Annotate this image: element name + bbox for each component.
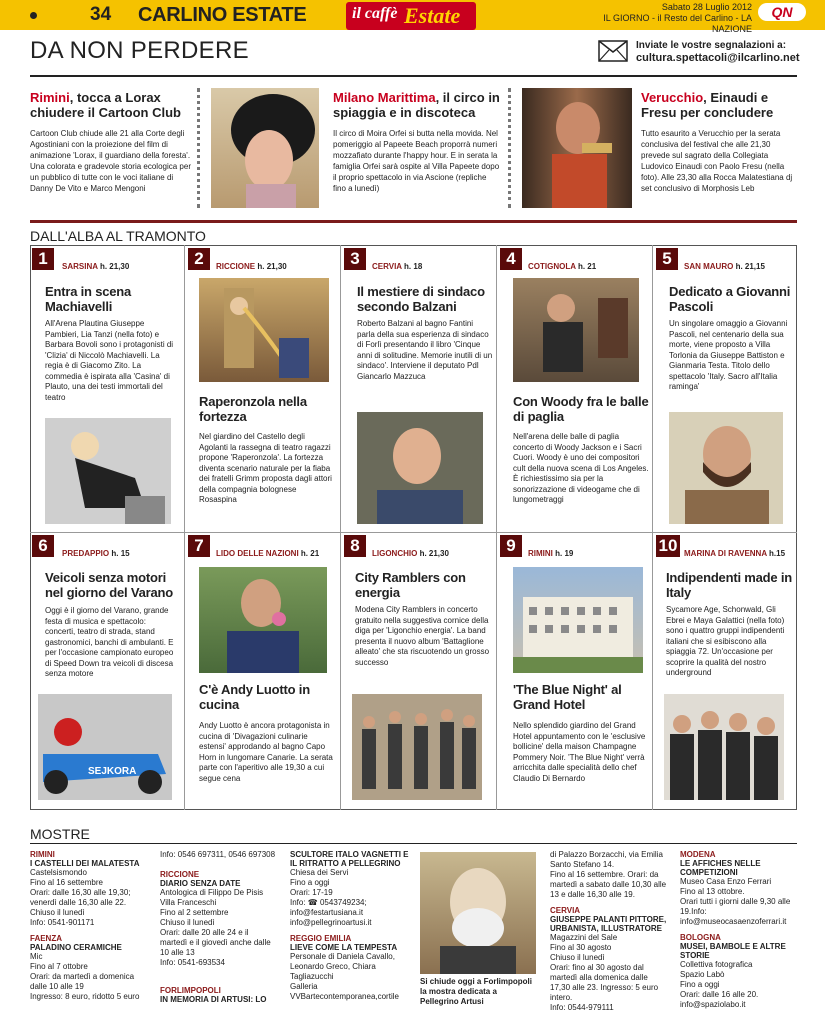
divider	[30, 75, 797, 77]
story-verucchio	[641, 90, 801, 194]
signal-email[interactable]: cultura.spettacoli@ilcarlino.net	[636, 52, 800, 64]
photo-caption: Si chiude oggi a Forlimpopoli la mostra dedicata a Pellegrino Artusi	[420, 977, 532, 1006]
sejkora-label: SEJKORA	[88, 766, 137, 777]
mostra-name: PALADINO CERAMICHE	[30, 943, 122, 952]
event-location: PREDAPPIO h. 15	[62, 549, 130, 558]
event-body: Nel giardino del Castello degli Agolanti la rassegna di teatro ragazzi propone 'Raperonzola'. La fortezza diventa scenario naturale per la fiaba dei fratelli Grimm proposta dagli attori della compagnia bolognese Rosaspina	[199, 432, 332, 504]
event-number: 3	[344, 248, 366, 270]
logo-text-b: Estate	[404, 3, 461, 28]
event-number: 2	[188, 248, 210, 270]
event-title: Veicoli senza motori nel giorno del Varano	[45, 570, 173, 600]
mostra-city: RICCIONE	[160, 870, 200, 879]
photo-woody-jackson	[513, 278, 639, 382]
divider	[30, 843, 797, 844]
photo-lia-tanzi	[45, 418, 171, 524]
photo-modena-city-ramblers	[352, 694, 482, 800]
mostra-name: LE AFFICHES NELLE COMPETIZIONI	[680, 859, 761, 877]
photo-maya-galattici	[664, 694, 784, 800]
story-rimini	[30, 90, 192, 194]
photo-pellegrino-artusi	[420, 852, 536, 974]
event-title: Entra in scena Machiavelli	[45, 284, 132, 314]
event-body: Oggi è il giorno del Varano, grande festa di musica e spettacolo: concerti, teatro di strada, stand gastronomici, banchi di ambulanti. E per l'occasione campionato europeo di Speed Down tra veicoli di discesa senza motore	[45, 606, 174, 678]
event-body: Un singolare omaggio a Giovanni Pascoli, nel centenario della sua morte, viene proposto a Villa Torlonia da Giuseppe Battiston e Gianmaria Testa. Titolo dello spettacolo 'Italy. Sacro all'Italia raminga'	[669, 319, 788, 391]
caffe-estate-logo	[346, 2, 476, 30]
newspapers: IL GIORNO - il Resto del Carlino - LA NAZIONE	[603, 13, 752, 34]
event-location: SARSINA h. 21,30	[62, 262, 130, 271]
photo-roberto-balzani	[357, 412, 483, 524]
event-number: 1	[32, 248, 54, 270]
event-title: Dedicato a Giovanni Pascoli	[669, 284, 791, 314]
bullet-icon	[30, 12, 37, 19]
event-title: Con Woody fra le balle di paglia	[513, 394, 649, 424]
mostra-name: SCULTORE ITALO VAGNETTI E IL RITRATTO A PELLEGRINO	[290, 850, 409, 868]
event-location: LIGONCHIO h. 21,30	[372, 549, 449, 558]
mostra-city: CERVIA	[550, 906, 581, 915]
event-body: All'Arena Plautina Giuseppe Pambieri, Lia Tanzi (nella foto) e Barbara Bovoli sono i protagonisti di 'Clizia' di Niccolò Machiavelli. La regia è di Giacomo Zito. La commedia è ispirata alla 'Casina' di Plauto, una dei testi immortali del teatro	[45, 319, 174, 402]
event-number: 6	[32, 535, 54, 557]
photo-moira-orfei	[211, 88, 319, 208]
qn-logo: QN	[758, 3, 806, 21]
story-body: Il circo di Moira Orfei si butta nella movida. Nel pomeriggio al Papeete Beach proporrà numeri mozzafiato durante l'happy hour. E in serata la famiglia Orfei sarà ospite al Villa Papeete dopo il proprio spettacolo in via Ascione (repliche fino a lunedì)	[333, 129, 500, 193]
mostra-city: FAENZA	[30, 934, 62, 943]
event-location: LIDO DELLE NAZIONI h. 21	[216, 549, 320, 558]
mostra-name: GIUSEPPE PALANTI PITTORE, URBANISTA, ILLUSTRATORE	[550, 915, 667, 933]
event-number: 8	[344, 535, 366, 557]
photo-grand-hotel	[513, 567, 643, 673]
dateline	[570, 2, 752, 35]
signal-text: Inviate le vostre segnalazioni a:	[636, 40, 787, 51]
event-body: Sycamore Age, Schonwald, Gli Ebrei e Maya Galattici (nella foto) sono i quattro gruppi indipendenti italiani che si esibiscono alla spiaggia 72. Un'occasione per scoprire la qualità del nostro underground	[666, 605, 785, 677]
mostre-col-5: MODENA LE AFFICHES NELLE COMPETIZIONI Museo Casa Enzo Ferrari Fino al 13 ottobre. Orari tutti i giorni dalle 9,30 alle 19.Info: info@museocasaenzoferrari.it BOLOGNA MUSEI, BAMBOLE E ALTRE STORIE Collettiva fotografica Spazio Labò Fino a oggi Orari: dalle 16 alle 20. info@spaziolabo.it	[680, 850, 806, 1010]
event-title: Raperonzola nella fortezza	[199, 394, 307, 424]
event-location: RICCIONE h. 21,30	[216, 262, 287, 271]
page-title: DA NON PERDERE	[30, 37, 249, 64]
mostra-name: DIARIO SENZA DATE	[160, 879, 241, 888]
event-title: City Ramblers con energia	[355, 570, 466, 600]
mostre-col-1: RIMINI I CASTELLI DEI MALATESTA Castelsismondo Fino al 16 settembre Orari: dalle 16,30 alle 19,30; venerdì dalle 16,30 alle 22. Chiuso il lunedì Info: 0541-901171 FAENZA PALADINO CERAMICHE Mic Fino al 7 ottobre Orari: da martedì a domenica dalle 10 alle 19 Ingresso: 8 euro, ridotto 5 euro	[30, 850, 156, 1002]
event-number: 9	[500, 535, 522, 557]
mostre-title: MOSTRE	[30, 826, 90, 842]
event-location: CERVIA h. 18	[372, 262, 423, 271]
event-location: MARINA DI RAVENNA h.15	[684, 549, 786, 558]
photo-andy-luotto	[199, 567, 327, 673]
event-body: Nello splendido giardino del Grand Hotel appuntamento con le 'esclusive bollicine' della maison Champagne Pommery Noir. 'The Blue Night' verrà arricchita dalle specialità dello chef Claudio Di Bernardo	[513, 721, 646, 783]
mostra-city: RIMINI	[30, 850, 55, 859]
event-body: Roberto Balzani al bagno Fantini parla della sua esperienza di sindaco di Forlì presentando il libro 'Cinque anni di solitudine. Memorie inutili di un sindaco'. Interviene il deputato Pdl Giancarlo Mazzuca	[357, 319, 493, 381]
event-number: 7	[188, 535, 210, 557]
photo-speed-down	[38, 694, 172, 800]
event-number: 4	[500, 248, 522, 270]
section-title: DALL'ALBA AL TRAMONTO	[30, 228, 206, 244]
event-location: SAN MAURO h. 21,15	[684, 262, 765, 271]
event-location: RIMINI h. 19	[528, 549, 574, 558]
photo-paolo-fresu	[522, 88, 632, 208]
event-number: 10	[656, 535, 680, 557]
story-headline: Milano Marittima, il circo in spiaggia e in discoteca	[333, 90, 500, 120]
mostre-col-4: di Palazzo Borzacchi, via Emilia Santo Stefano 14. Fino al 16 settembre. Orari: da martedì a sabato dalle 10,30 alle 13 e dalle 16,30 alle 19. CERVIA GIUSEPPE PALANTI PITTORE, URBANISTA, ILLUSTRATORE Magazzini del Sale Fino al 30 agosto Chiuso il lunedì Orari: fino al 30 agosto dal martedì alla domenica dalle 17,30 alle 23. Ingresso: 5 euro intero. Info: 0544-979111	[550, 850, 674, 1013]
photo-raperonzola	[199, 278, 329, 382]
mostra-name: MUSEI, BAMBOLE E ALTRE STORIE	[680, 942, 786, 960]
event-body: Andy Luotto è ancora protagonista in cucina di 'Divagazioni culinarie estensi' approdando al bagno Capo Horn in lungomare Canarie. La serata parte con l'aperitivo alle 19,30 a cui segue cena	[199, 721, 333, 783]
story-body: Cartoon Club chiude alle 21 alla Corte degli Agostiniani con la proiezione del film di animazione 'Lorax, il guardiano della foresta'. Una colorata e gradevole storia ecologica per un pubblico di tutte con le voci italiane di Danny De Vito e Marco Mengoni	[30, 129, 191, 193]
envelope-icon	[598, 40, 628, 62]
story-headline: Verucchio, Einaudi e Fresu per concludere	[641, 90, 774, 120]
mostra-name: I CASTELLI DEI MALATESTA	[30, 859, 140, 868]
mostra-name: LIEVE COME LA TEMPESTA	[290, 943, 398, 952]
date: Sabato 28 Luglio 2012	[661, 2, 752, 12]
mostre-col-2: Info: 0546 697311, 0546 697308 RICCIONE DIARIO SENZA DATE Antologica di Filippo De Pisis Villa Franceschi Fino al 2 settembre Chiuso il lunedì Orari: dalle 20 alle 24 e il martedì e il giovedì anche dalle 10 alle 13 Info: 0541-693534 FORLIMPOPOLI IN MEMORIA DI ARTUSI: LO	[160, 850, 284, 1004]
event-body: Modena City Ramblers in concerto gratuito nella suggestiva cornice della diga per 'Ligonchio energia'. La band presenta il nuovo album 'Battaglione alleato' che sta riscuotendo un grosso successo	[355, 605, 490, 667]
story-headline: Rimini, tocca a Lorax chiudere il Cartoon Club	[30, 90, 181, 120]
event-number: 5	[656, 248, 678, 270]
event-body: Nell'arena delle balle di paglia concerto di Woody Jackson e i Sacri Cuori. Woody è uno dei compositori cult della nuova scena di Los Angeles. È richiestissimo sia per la sonorizzazione di videogame che di lungometraggi	[513, 432, 649, 504]
page-number: 34	[90, 4, 112, 25]
logo-text-a: il caffè	[352, 5, 398, 22]
section-name: CARLINO ESTATE	[138, 4, 307, 26]
event-title: Il mestiere di sindaco secondo Balzani	[357, 284, 485, 314]
story-milano-marittima	[333, 90, 501, 194]
event-title: Indipendenti made in Italy	[666, 570, 793, 600]
mostra-city: FORLIMPOPOLI	[160, 986, 221, 995]
section-divider	[30, 220, 797, 223]
top-bar	[0, 0, 825, 34]
story-body: Tutto esaurito a Verucchio per la serata conclusiva del festival che alle 21,30 prevede sul sagrato della Collegiata Ludovico Einaudi con Paolo Fresu (nella foto). Alle 23,30 alla Rocca Malatestiana dj set conclusivo di Morphosis Leb	[641, 129, 793, 193]
mostra-city: BOLOGNA	[680, 933, 721, 942]
mostra-name: IN MEMORIA DI ARTUSI: LO	[160, 995, 267, 1004]
photo-giuseppe-battiston	[669, 412, 783, 524]
event-title: 'The Blue Night' al Grand Hotel	[513, 682, 622, 712]
mostra-city: REGGIO EMILIA	[290, 934, 352, 943]
mostre-col-3: SCULTORE ITALO VAGNETTI E IL RITRATTO A PELLEGRINO Chiesa dei Servi Fino a oggi Orari: 17-19 Info: ☎ 0543749234; info@festartusiana.it info@pellegrinoartusi.it REGGIO EMILIA LIEVE COME LA TEMPESTA Personale di Daniela Cavallo, Leonardo Greco, Chiara Tagliazucchi Galleria VVBartecontemporanea,cortile	[290, 850, 412, 1002]
event-location: COTIGNOLA h. 21	[528, 262, 597, 271]
dotted-divider	[508, 88, 512, 208]
event-title: C'è Andy Luotto in cucina	[199, 682, 310, 712]
mostra-city: MODENA	[680, 850, 716, 859]
dotted-divider	[197, 88, 201, 208]
